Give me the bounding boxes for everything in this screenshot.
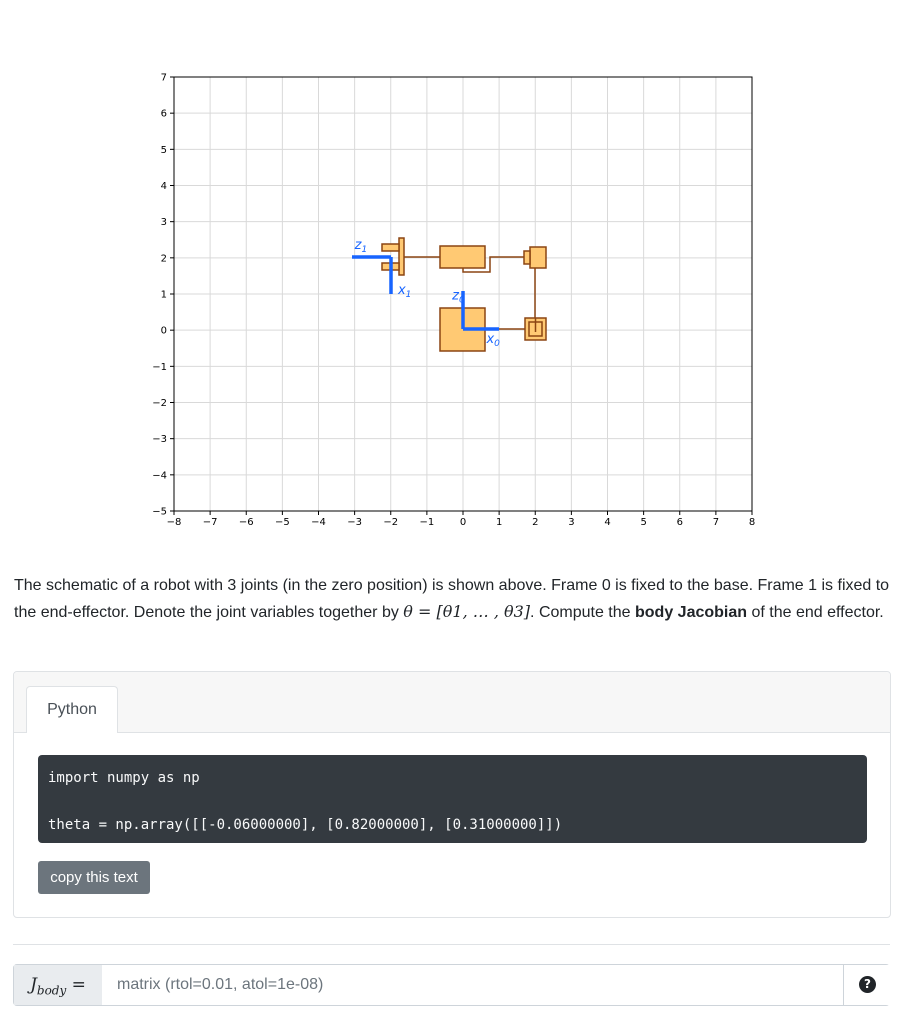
question-part1: The schematic of a robot with 3 joints (in the zero position) is shown above. Frame 0 is fixed to the base. Frame 1 is fixed to the end-effector. Denote the joint variables together by	[14, 577, 890, 621]
joint2-plate	[530, 247, 546, 268]
x-tick-label: 6	[676, 517, 683, 528]
x-tick-label: −7	[202, 517, 218, 528]
x-tick-label: 0	[459, 517, 467, 528]
card-header	[14, 672, 890, 733]
tab-python[interactable]: Python	[26, 686, 118, 733]
code-block	[38, 755, 867, 843]
frame-label-z0: $z_0$	[452, 288, 465, 306]
x-tick-label: −5	[275, 517, 290, 528]
answer-label-eq: =	[66, 975, 86, 995]
x-tick-label: 3	[568, 517, 575, 528]
y-tick-label: −5	[152, 506, 167, 518]
frame-label-x0: $x_0$	[486, 331, 500, 349]
y-tick-label: −2	[152, 398, 167, 409]
y-tick-label: 1	[160, 289, 167, 301]
x-tick-label: 1	[495, 517, 503, 528]
code-line-import: import numpy as np	[48, 770, 200, 786]
gripper-finger-top	[382, 244, 399, 251]
x-tick-label: −6	[238, 517, 254, 528]
x-tick-label: −3	[347, 517, 362, 528]
question-text	[14, 573, 894, 626]
answer-input[interactable]	[102, 965, 843, 1005]
answer-label-main: J	[30, 975, 37, 995]
y-tick-label: 6	[160, 108, 167, 120]
x-tick-label: 5	[640, 517, 647, 528]
y-tick-label: −1	[152, 361, 167, 373]
copy-button[interactable]: copy this text	[38, 861, 150, 894]
divider	[13, 944, 890, 945]
y-tick-label: 0	[160, 325, 167, 337]
answer-label-sub: body	[36, 983, 67, 998]
x-tick-label: −8	[166, 517, 182, 528]
question-part3: of the end effector.	[747, 604, 884, 621]
y-tick-label: 3	[160, 217, 167, 229]
question-circle-icon[interactable]: ?	[859, 976, 876, 993]
question-math: θ = [θ1, … , θ3]	[403, 602, 531, 621]
x-tick-label: 8	[748, 517, 756, 528]
y-tick-label: 5	[160, 144, 167, 156]
joint2-cap	[524, 251, 530, 264]
y-tick-label: 2	[160, 253, 167, 265]
x-tick-label: −1	[419, 517, 435, 528]
code-line-theta: theta = np.array([[-0.06000000], [0.82000000], [0.31000000]])	[48, 817, 563, 833]
prismatic-joint	[440, 246, 485, 268]
answer-label	[14, 965, 103, 1005]
y-tick-label: 4	[160, 181, 167, 192]
y-tick-label: −3	[152, 434, 167, 446]
question-bold: body Jacobian	[635, 604, 748, 621]
frame-label-z1: $z_1$	[354, 237, 368, 255]
x-tick-label: 4	[604, 517, 611, 528]
x-tick-label: −2	[383, 517, 399, 528]
y-tick-label: 7	[160, 72, 167, 84]
x-tick-label: 7	[712, 517, 720, 528]
x-tick-label: 2	[532, 517, 539, 528]
code-card	[13, 671, 891, 918]
answer-input-group	[13, 964, 890, 1006]
y-tick-label: −4	[152, 470, 167, 482]
help-button[interactable]	[843, 965, 890, 1005]
question-part2: . Compute the	[530, 604, 635, 621]
x-tick-label: −4	[311, 517, 326, 528]
frame-label-x1: $x_1$	[397, 283, 412, 300]
